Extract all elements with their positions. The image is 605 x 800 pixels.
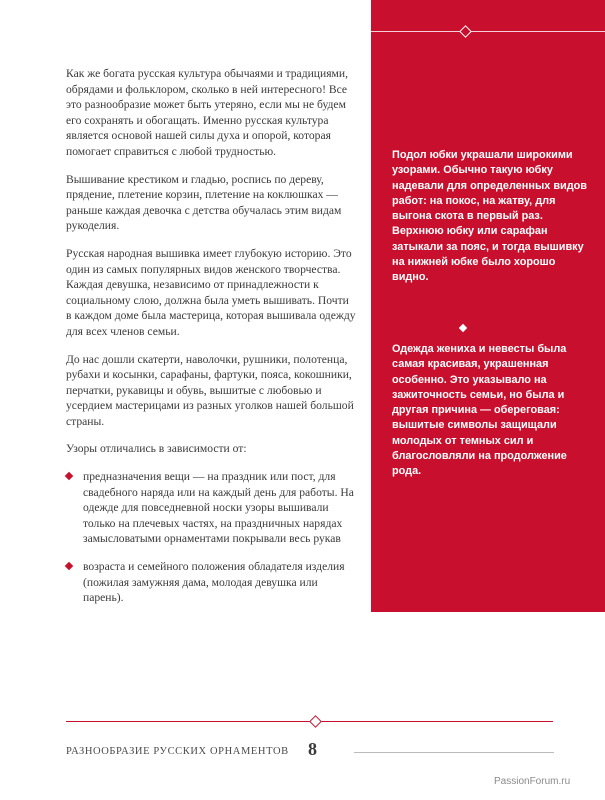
main-text-column [66,66,356,618]
page-number: 8 [308,739,317,759]
diamond-divider-icon [459,324,467,332]
body-paragraph: Как же богата русская культура обычаями и традициями, обрядами и фольклором, сколько в ней интересного! Все это разнообразие может быть утеряно, если мы не будем его сохранять и обогащать. Именно русская культура является основой нашей силы духа и опорой, которая помогает справиться с любой трудностью. [66,67,348,158]
red-sidebar [371,0,605,612]
running-footer-title: РАЗНООБРАЗИЕ РУССКИХ ОРНАМЕНТОВ [66,746,289,757]
sidebar-top-rule [371,31,605,32]
list-item [66,469,356,547]
bullet-list [66,469,356,606]
diamond-ornament-icon [309,715,322,728]
watermark: PassionForum.ru [494,776,571,787]
body-paragraph: Узоры отличались в зависимости от: [66,442,247,456]
diamond-bullet-icon [65,472,73,480]
sidebar-paragraph: Одежда жениха и невесты была самая красивая, украшенная особенно. Это указывало на зажиточность семьи, но была и другая причина — обереговая: вышитые символы защищали молодых от темных сил и благословляли на продолжение рода. [392,343,567,478]
body-paragraph: Русская народная вышивка имеет глубокую историю. Это один из самых популярных видов женского творчества. Каждая девушка, независимо от принадлежности к социальному слою, должна была уметь вышивать. Почти в каждом доме была мастерица, которая вышивала одежду для всех членов семьи. [66,246,356,338]
body-paragraph: До нас дошли скатерти, наволочки, рушники, полотенца, рубахи и косынки, сарафаны, фартуки, пояса, кокошники, перчатки, рукавицы и обувь, вышитые с любовью и усердием мастерицами из разных уголков нашей большой страны. [66,352,354,428]
list-item [66,559,356,606]
body-paragraph: Вышивание крестиком и гладью, роспись по дереву, прядение, плетение корзин, плетение на коклюшках — раньше каждая девочка с детства обучалась этим видам рукоделия. [66,172,342,233]
diamond-ornament-icon [459,25,472,38]
diamond-bullet-icon [65,562,73,570]
footer-thin-rule [354,752,554,753]
list-item-text: предназначения вещи — на праздник или пост, для свадебного наряда или на каждый день для работы. На одежде для повседневной носки узоры вышивали только на плечевых частях, на праздничных нарядах замысловатыми орнаментами покрывали весь рукав [83,470,354,546]
list-item-text: возраста и семейного положения обладателя изделия (пожилая замужняя дама, молодая девушка или парень). [83,560,345,605]
sidebar-paragraph: Подол юбки украшали широкими узорами. Обычно такую юбку надевали для определенных видов работ: на покос, на жатву, для выгона скота в первый раз. Верхнюю юбку или сарафан затыкали за пояс, и тогда вышивку на нижней юбке было хорошо видно. [392,149,587,284]
